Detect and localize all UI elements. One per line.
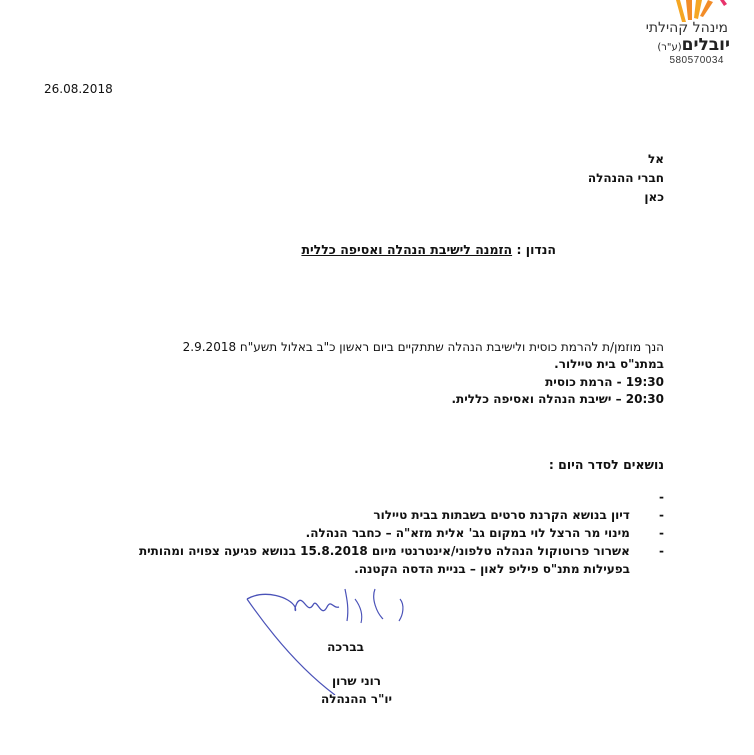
recipient-line-members: חברי ההנהלה	[587, 171, 664, 185]
schedule-time: 19:30	[625, 375, 664, 389]
logo-brand-text: יובלים	[681, 35, 730, 55]
recipient-line-to: אל	[648, 152, 664, 166]
agenda-item-text: מינוי מר הרצל לוי במקום גב' אלית מזא"ה – כחבר הנהלה.	[305, 526, 630, 540]
agenda-item-text: דיון בנושא הקרנת סרטים בשבתות בבית טיילור	[373, 508, 630, 522]
bullet-dash: -	[659, 544, 664, 558]
schedule-separator: -	[612, 375, 626, 389]
schedule-separator: –	[611, 392, 626, 406]
letter-date: 26.08.2018	[44, 82, 113, 96]
bullet-dash: -	[659, 490, 664, 504]
organization-logo	[616, 0, 746, 70]
signer-title: יו"ר ההנהלה	[321, 692, 392, 706]
agenda-item-text: אשרור פרוטוקול הנהלה טלפוני/אינטרנטי מיום 15.8.2018 בנושא פגיעה צפויה ומהותית	[138, 544, 630, 558]
logo-brand-suffix: (ע"ר)	[657, 42, 682, 53]
closing-greeting: בברכה	[327, 640, 364, 654]
agenda-item	[634, 488, 664, 507]
invitation-location: במתנ"ס בית טיילור.	[554, 357, 664, 371]
agenda-item	[139, 542, 664, 561]
bullet-dash: -	[659, 526, 664, 540]
subject-line	[301, 242, 556, 257]
bullet-dash: -	[659, 508, 664, 522]
recipient-line-here: כאן	[644, 190, 664, 204]
invitation-intro: הנך מוזמן/ת להרמת כוסית ולישיבת הנהלה שתתקיים ביום ראשון כ"ב באלול תשע"ח 2.9.2018	[182, 340, 664, 354]
agenda-item-continuation: בפעילות מתנ"ס פיליפ לאון – בניית הדסה הקטנה.	[354, 562, 630, 576]
schedule-time: 20:30	[625, 392, 664, 406]
subject-label: הנדון :	[516, 242, 556, 257]
logo-brand-name	[657, 35, 730, 55]
signer-block	[321, 672, 392, 708]
schedule-item	[545, 375, 664, 389]
signer-name: רוני שרון	[331, 674, 382, 688]
schedule-text: ישיבת הנהלה ואסיפה כללית.	[451, 392, 612, 406]
recipient-block	[588, 150, 664, 207]
agenda-item	[306, 524, 664, 543]
logo-registration-number: 580570034	[669, 55, 724, 66]
agenda-item	[373, 506, 664, 525]
schedule-item	[452, 392, 665, 406]
logo-org-name: מינהל קהילתי	[645, 20, 728, 36]
agenda-title: נושאים לסדר היום :	[548, 457, 664, 472]
schedule-text: הרמת כוסית	[545, 375, 613, 389]
subject-text: הזמנה לישיבת הנהלה ואסיפה כללית	[301, 242, 513, 257]
